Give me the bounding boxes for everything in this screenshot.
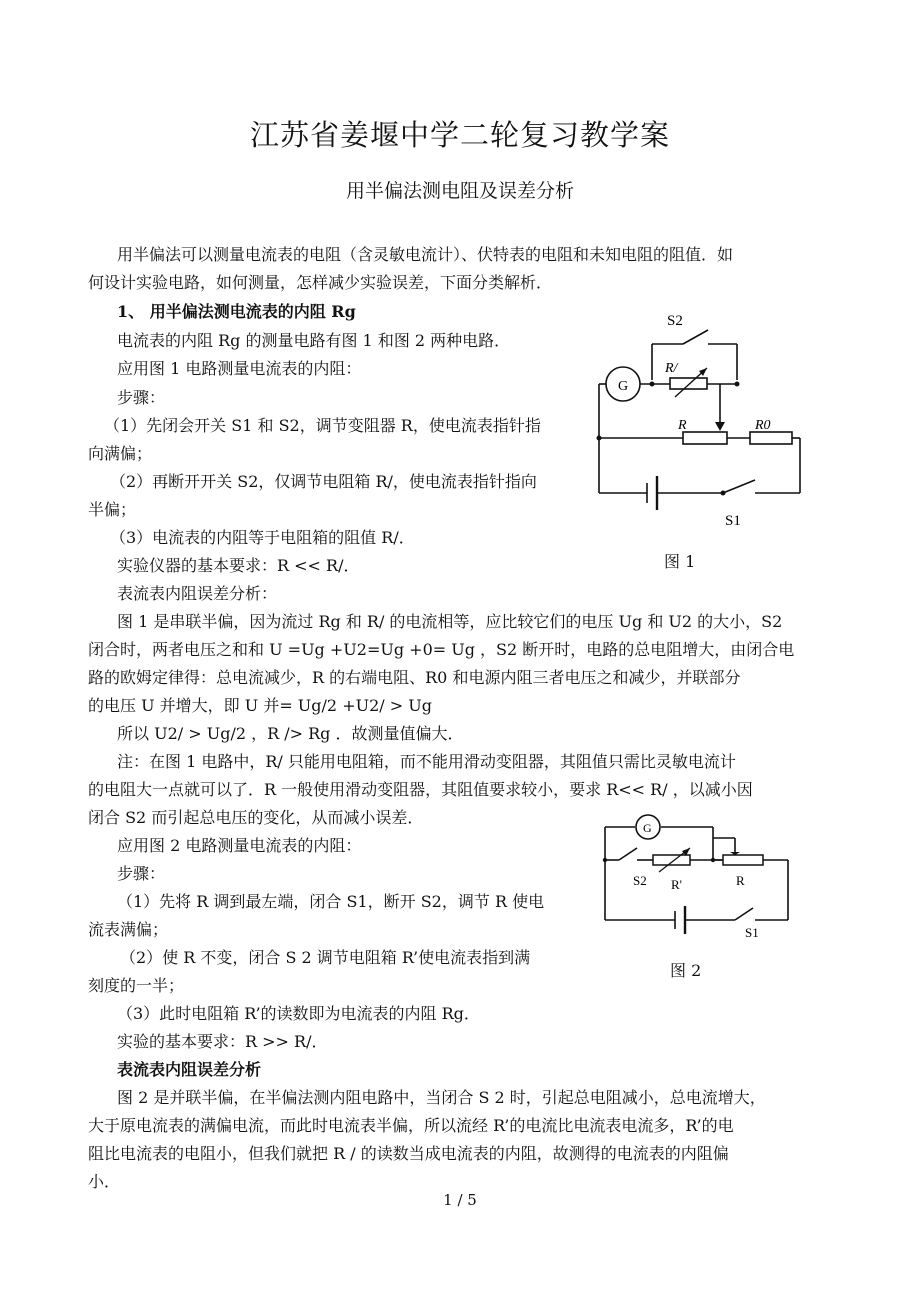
label-s2: S2 [633, 873, 647, 888]
circuit-diagram-figure-2 [595, 810, 810, 945]
text-line: 向满偏； [88, 444, 153, 463]
text-line: 闭合 S2 而引起总电压的变化，从而减小误差． [88, 808, 424, 827]
text-line: 用半偏法可以测量电流表的电阻（含灵敏电流计）、伏特表的电阻和未知电阻的阻值．如 [117, 245, 734, 264]
text-line: 实验的基本要求：R >> R/． [117, 1032, 328, 1051]
text-line: 实验仪器的基本要求：R << R/． [117, 556, 360, 575]
text-line: 步骤： [117, 388, 166, 407]
text-line: 表流表内阻误差分析： [117, 584, 278, 603]
text-line: 的电阻大一点就可以了．R 一般使用滑动变阻器，其阻值要求较小，要求 R<< R/ ，以减小因 [88, 780, 753, 799]
text-line: 闭合时，两者电压之和和 U =Ug +U2=Ug +0= Ug ，S2 断开时，电路的总电阻增大，由闭合电 [88, 640, 795, 659]
text-line: 电流表的内阻 Rg 的测量电路有图 1 和图 2 两种电路． [117, 331, 511, 350]
text-line: 的电压 U 并增大，即 U 并= Ug/2 +U2/ > Ug [88, 696, 432, 715]
label-r0: R0 [755, 418, 771, 433]
text-line: 何设计实验电路，如何测量，怎样减少实验误差，下面分类解析． [88, 273, 553, 292]
label-r: R [736, 873, 745, 888]
section-heading: 表流表内阻误差分析 [117, 1060, 262, 1079]
page-title: 江苏省姜堰中学二轮复习教学案 [249, 118, 670, 152]
text-line: （3）此时电阻箱 R’的读数即为电流表的内阻 Rg． [117, 1004, 480, 1023]
label-s1: S1 [725, 513, 741, 529]
label-g: G [618, 379, 629, 394]
label-rprime: R/ [665, 361, 678, 376]
label-s2: S2 [667, 313, 683, 329]
text-line: （3）电流表的内阻等于电阻箱的阻值 R/． [110, 528, 415, 547]
section-heading: 1、 用半偏法测电流表的内阻 Rg [117, 302, 356, 321]
text-line: （1）先闭会开关 S1 和 S2，调节变阻器 R，使电流表指针指 [104, 416, 541, 435]
figure-2-caption: 图 2 [670, 961, 702, 980]
text-line: （2）再断开开关 S2，仅调节电阻箱 R/，使电流表指针指向 [110, 472, 537, 491]
page-subtitle: 用半偏法测电阻及误差分析 [345, 180, 574, 202]
text-line: 流表满偏； [88, 920, 169, 939]
page-number: 1 / 5 [443, 1191, 477, 1209]
label-g: G [643, 821, 652, 835]
text-line: 半偏； [88, 500, 137, 519]
text-line: 图 2 是并联半偏，在半偏法测内阻电路中，当闭合 S 2 时，引起总电阻减小，总电流增大， [117, 1088, 766, 1107]
text-line: 小． [88, 1172, 121, 1191]
label-s1: S1 [745, 925, 759, 940]
text-line: （2）使 R 不变，闭合 S 2 调节电阻箱 R’使电流表指到满 [120, 948, 531, 967]
text-line: 步骤： [117, 864, 166, 883]
text-line: 注：在图 1 电路中，R/ 只能用电阻箱，而不能用滑动变阻器，其阻值只需比灵敏电流计 [117, 752, 736, 771]
text-line: 路的欧姆定律得：总电流减少，R 的右端电阻、R0 和电源内阻三者电压之和减少，并联部分 [88, 668, 741, 687]
text-line: 应用图 1 电路测量电流表的内阻： [117, 359, 362, 378]
label-rprime: R' [671, 877, 683, 892]
figure-1-caption: 图 1 [664, 552, 696, 571]
text-line: 应用图 2 电路测量电流表的内阻： [117, 836, 362, 855]
circuit-diagram-figure-1 [585, 300, 815, 540]
text-line: 所以 U2/ > Ug/2 ，R /> Rg ．故测量值偏大． [117, 724, 464, 743]
text-line: 图 1 是串联半偏，因为流过 Rg 和 R/ 的电流相等，应比较它们的电压 Ug 和 U2 的大小，S2 [117, 612, 783, 631]
text-line: 阻比电流表的电阻小，但我们就把 R / 的读数当成电流表的内阻，故测得的电流表的内阻偏 [88, 1144, 729, 1163]
text-line: （1）先将 R 调到最左端，闭合 S1，断开 S2，调节 R 使电 [117, 892, 545, 911]
label-r: R [678, 418, 687, 433]
text-line: 大于原电流表的满偏电流，而此时电流表半偏，所以流经 R’的电流比电流表电流多，R’的电 [88, 1116, 734, 1135]
text-line: 刻度的一半； [88, 976, 185, 995]
